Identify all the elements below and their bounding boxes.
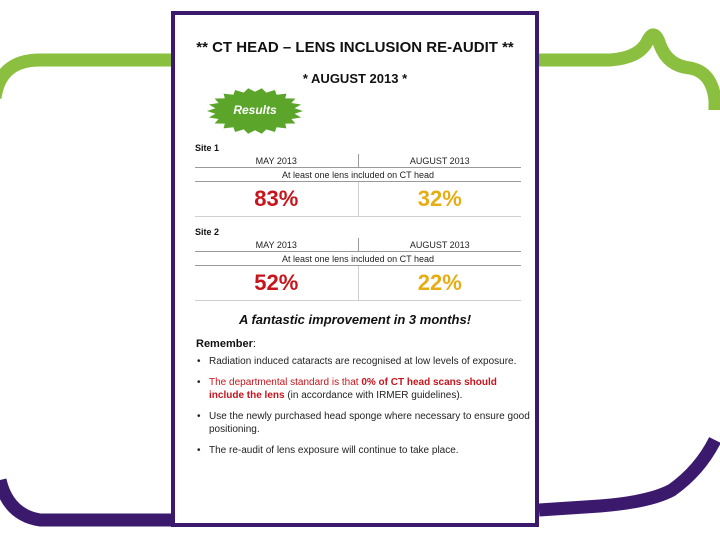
reminder-re-audit: • The re-audit of lens exposure will continue to take place. — [209, 444, 533, 457]
site-1-col-may: MAY 2013 — [195, 154, 358, 168]
site-2-may-value: 52% — [195, 266, 358, 301]
reminder-standard-pre: The departmental standard is that — [209, 377, 362, 388]
reminder-cataracts: • Radiation induced cataracts are recognised at low levels of exposure. — [209, 355, 533, 368]
site-1-subheader: At least one lens included on CT head — [195, 168, 521, 182]
remember-heading — [196, 338, 256, 350]
poster-subtitle: * AUGUST 2013 * — [302, 71, 408, 86]
reminder-standard-bold: 0% of CT head scans should include the lens — [209, 377, 497, 401]
site-1-august-value: 32% — [358, 182, 521, 217]
site-2-subheader: At least one lens included on CT head — [195, 252, 521, 266]
site-2-label: Site 2 — [195, 227, 220, 237]
site-1-table — [195, 154, 521, 217]
remember-label: Remember — [196, 338, 253, 350]
reminder-standard — [209, 376, 533, 402]
improvement-statement: A fantastic improvement in 3 months! — [238, 312, 472, 327]
reminder-list — [187, 355, 533, 457]
site-2-col-august: AUGUST 2013 — [358, 238, 521, 252]
poster-title: ** CT HEAD – LENS INCLUSION RE-AUDIT ** — [196, 39, 514, 56]
reminder-head-sponge: • Use the newly purchased head sponge where necessary to ensure good positioning. — [209, 410, 533, 436]
site-2-col-may: MAY 2013 — [195, 238, 358, 252]
remember-colon: : — [252, 338, 256, 350]
results-badge-label: Results — [233, 103, 277, 117]
audit-poster — [171, 11, 539, 527]
site-1-label: Site 1 — [195, 143, 220, 153]
site-1-col-august: AUGUST 2013 — [358, 154, 521, 168]
site-1-may-value: 83% — [195, 182, 358, 217]
reminder-standard-post: (in accordance with IRMER guidelines). — [284, 390, 463, 401]
site-2-table — [195, 238, 521, 301]
site-2-august-value: 22% — [358, 266, 521, 301]
